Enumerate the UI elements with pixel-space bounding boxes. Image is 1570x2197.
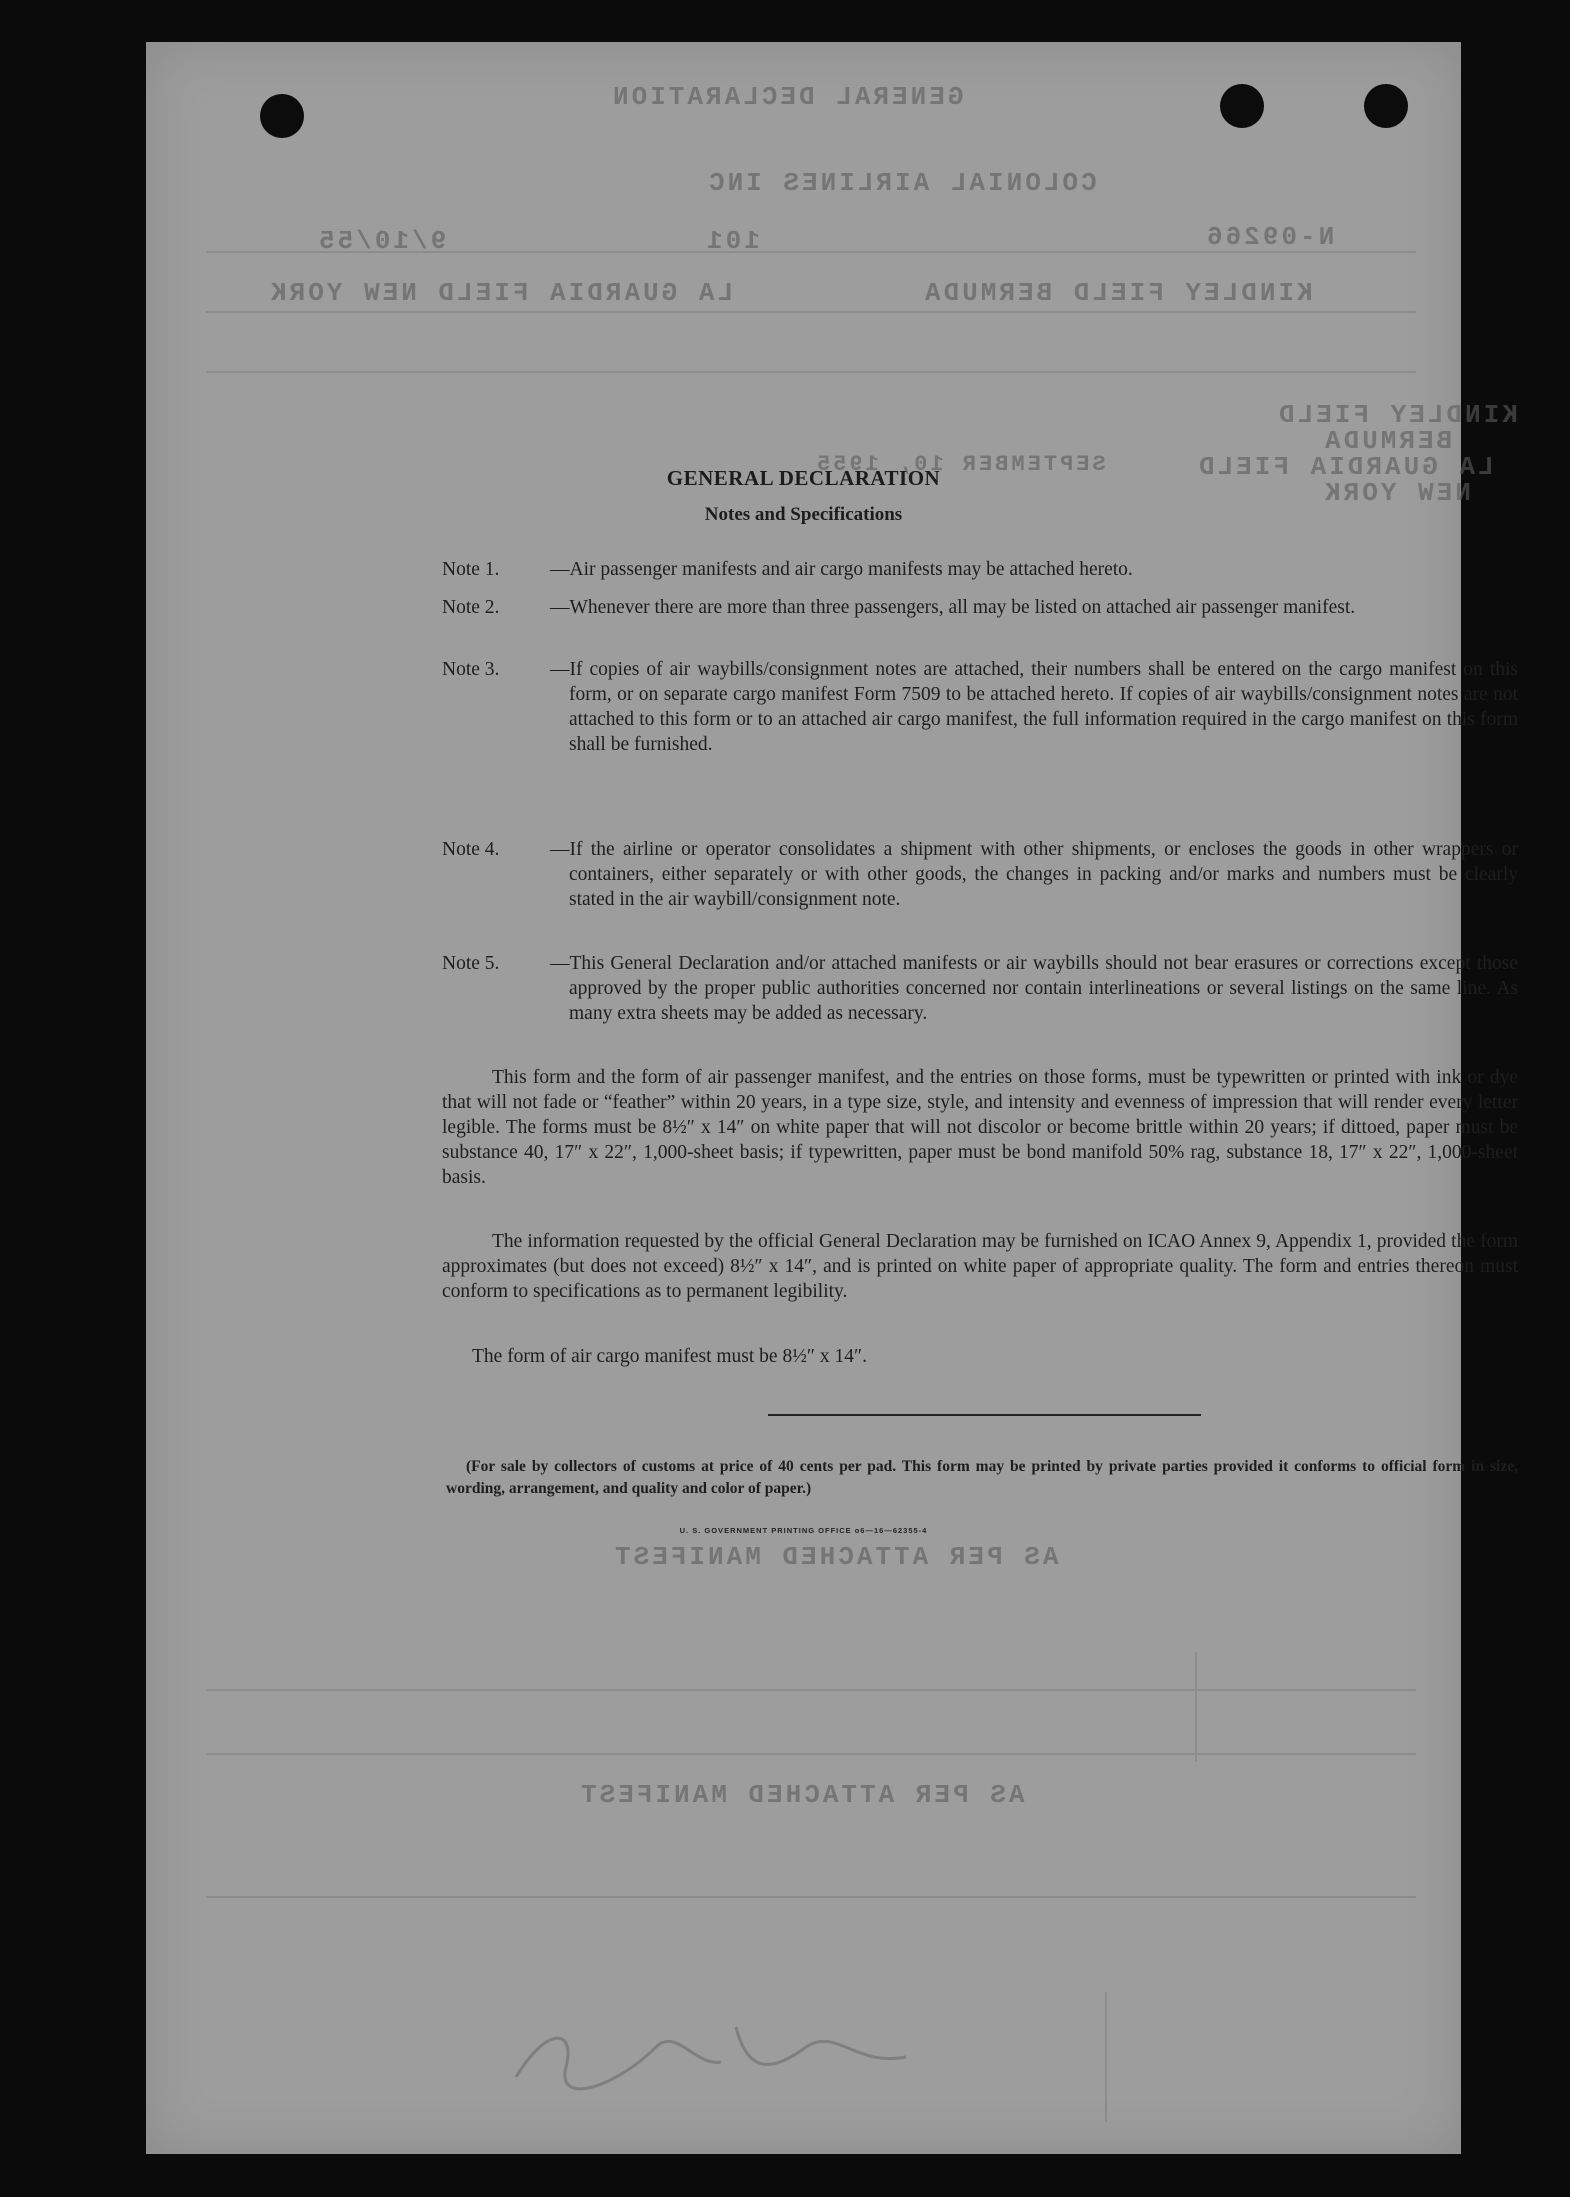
- paragraph-cargo-size: The form of air cargo manifest must be 8½″ x 14″.: [472, 1346, 867, 1367]
- note-1: [442, 557, 1518, 582]
- showthrough-stamp-1: AS PER ATTACHED MANIFEST: [612, 1542, 1059, 1572]
- showthrough-signature: [506, 2007, 926, 2097]
- note-3: [442, 657, 1518, 757]
- page-title: GENERAL DECLARATION: [666, 466, 941, 490]
- note-1-label: Note 1.: [442, 559, 500, 580]
- divider-line: [768, 1414, 1201, 1416]
- note-2-label: Note 2.: [442, 597, 500, 618]
- note-3-label: Note 3.: [442, 659, 500, 680]
- showthrough-route-3: LA GUARDIA FIELD: [1196, 452, 1494, 482]
- note-5-label: Note 5.: [442, 953, 500, 974]
- note-1-text: —Air passenger manifests and air cargo manifests may be attached hereto.: [550, 559, 1133, 580]
- note-3-text: —If copies of air waybills/consignment notes are attached, their numbers shall be entered on the cargo manifest on this form, or on separate cargo manifest Form 7509 to be attached hereto. If copies of air waybills/consignment notes are not attached to this form or to an attached air cargo manifest, the full information required in the cargo manifest on this form shall be furnished.: [550, 659, 1518, 755]
- showthrough-registration: N-09266: [1204, 222, 1335, 252]
- showthrough-route-4: NEW YORK: [1322, 478, 1471, 508]
- sale-note: (For sale by collectors of customs at price of 40 cents per pad. This form may be printed by private parties provided it conforms to official form in size, wording, arrangement, and quality and color of paper.): [446, 1458, 1518, 1497]
- showthrough-route-1: KINDLEY FIELD: [1276, 400, 1518, 430]
- showthrough-airline: COLONIAL AIRLINES INC: [706, 168, 1097, 198]
- showthrough-flight-no: 101: [704, 226, 760, 256]
- showthrough-arrival: LA GUARDIA FIELD NEW YORK: [268, 278, 734, 308]
- showthrough-header-title: GENERAL DECLARATION: [610, 82, 964, 112]
- paragraph-legibility: This form and the form of air passenger manifest, and the entries on those forms, must be typewritten or printed with ink or dye that will not fade or “feather” within 20 years, in a type size, style, and intensity and evenness of impression that will render every letter legible. The forms must be 8½″ x 14″ on white paper that will not discolor or become brittle within 20 years; if dittoed, paper must be substance 40, 17″ x 22″, 1,000-sheet basis; if typewritten, paper must be bond manifold 50% rag, substance 18, 17″ x 22″, 1,000-sheet basis.: [442, 1067, 1518, 1188]
- showthrough-departure: KINDLEY FIELD BERMUDA: [922, 278, 1313, 308]
- paragraph-icao: The information requested by the official General Declaration may be furnished on ICAO Annex 9, Appendix 1, provided the form approximates (but does not exceed) 8½″ x 14″, and is printed on white paper of appropriate quality. The form and entries thereon must conform to specifications as to permanent legibility.: [442, 1231, 1518, 1302]
- document-page: [146, 42, 1518, 2154]
- note-4: [442, 837, 1518, 912]
- note-2: [442, 595, 1518, 620]
- note-4-label: Note 4.: [442, 839, 500, 860]
- showthrough-route-date: SEPTEMBER 10, 1955: [814, 452, 1106, 477]
- page-subtitle: Notes and Specifications: [704, 504, 903, 525]
- note-5: [442, 951, 1518, 1026]
- note-4-text: —If the airline or operator consolidates a shipment with other shipments, or encloses the goods in other wrappers or containers, either separately or with other goods, the changes in packing and/or marks and numbers must be clearly stated in the air waybill/consignment note.: [550, 839, 1518, 910]
- printing-office-line: U. S. GOVERNMENT PRINTING OFFICE o6—16—62355-4: [679, 1526, 928, 1535]
- note-5-text: —This General Declaration and/or attached manifests or air waybills should not bear erasures or corrections except those approved by the proper public authorities concerned nor contain interlineations or several listings on the same line. As many extra sheets may be added as necessary.: [550, 953, 1518, 1024]
- showthrough-date: 9/10/55: [316, 226, 447, 256]
- showthrough-route-2: BERMUDA: [1322, 426, 1453, 456]
- showthrough-stamp-2: AS PER ATTACHED MANIFEST: [578, 1780, 1025, 1810]
- note-2-text: —Whenever there are more than three passengers, all may be listed on attached air passenger manifest.: [550, 597, 1356, 618]
